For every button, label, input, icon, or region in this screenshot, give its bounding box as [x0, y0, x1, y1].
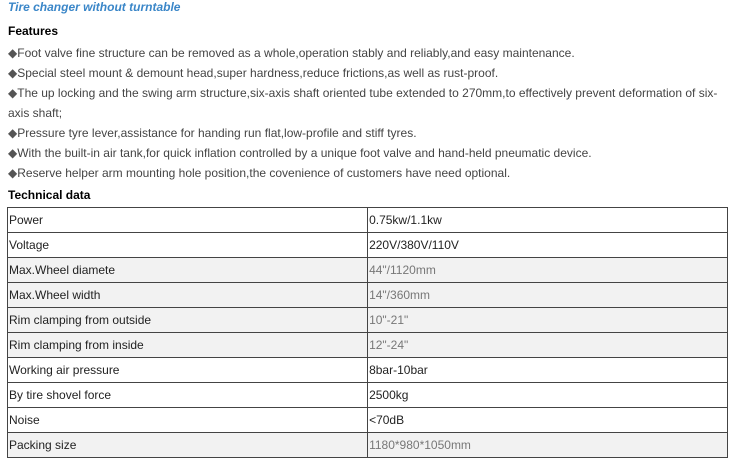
spec-label: Max.Wheel width — [8, 283, 368, 308]
diamond-bullet-icon: ◆ — [8, 126, 18, 140]
spec-label: By tire shovel force — [8, 383, 368, 408]
diamond-bullet-icon: ◆ — [8, 166, 18, 180]
technical-data-table — [7, 207, 728, 458]
feature-item — [8, 163, 728, 183]
feature-text: Foot valve fine structure can be removed as a whole,operation stably and reliably,and easy maintenance. — [17, 46, 575, 60]
spec-label: Voltage — [8, 233, 368, 258]
table-row — [8, 358, 728, 383]
table-row — [8, 233, 728, 258]
spec-value: 14"/360mm — [368, 283, 728, 308]
spec-value: 220V/380V/110V — [368, 233, 728, 258]
diamond-bullet-icon: ◆ — [8, 146, 18, 160]
table-row — [8, 208, 728, 233]
feature-item — [8, 123, 728, 143]
table-row — [8, 408, 728, 433]
spec-label: Working air pressure — [8, 358, 368, 383]
spec-value: 1180*980*1050mm — [368, 433, 728, 458]
feature-text: With the built-in air tank,for quick inflation controlled by a unique foot valve and hand-held pneumatic device. — [17, 146, 592, 160]
features-heading: Features — [8, 24, 59, 38]
table-row — [8, 333, 728, 358]
spec-label: Rim clamping from outside — [8, 308, 368, 333]
spec-value: 10"-21" — [368, 308, 728, 333]
spec-value: 0.75kw/1.1kw — [368, 208, 728, 233]
page-title: Tire changer without turntable — [8, 0, 181, 14]
feature-text: Special steel mount & demount head,super hardness,reduce frictions,as well as rust-proof. — [17, 66, 499, 80]
features-list — [8, 43, 728, 183]
spec-value: 8bar-10bar — [368, 358, 728, 383]
table-row — [8, 283, 728, 308]
feature-item — [8, 43, 728, 63]
diamond-bullet-icon: ◆ — [8, 46, 18, 60]
spec-label: Power — [8, 208, 368, 233]
spec-value: 2500kg — [368, 383, 728, 408]
feature-item — [8, 83, 728, 123]
spec-label: Packing size — [8, 433, 368, 458]
diamond-bullet-icon: ◆ — [8, 66, 18, 80]
spec-value: <70dB — [368, 408, 728, 433]
table-row — [8, 308, 728, 333]
feature-item — [8, 63, 728, 83]
spec-label: Rim clamping from inside — [8, 333, 368, 358]
feature-text: The up locking and the swing arm structure,six-axis shaft oriented tube extended to 270mm,to effectively prevent deformation of six-axis shaft; — [8, 86, 718, 120]
spec-label: Noise — [8, 408, 368, 433]
spec-value: 12"-24" — [368, 333, 728, 358]
spec-label: Max.Wheel diamete — [8, 258, 368, 283]
feature-text: Reserve helper arm mounting hole position,the covenience of customers have need optional. — [17, 166, 511, 180]
spec-value: 44"/1120mm — [368, 258, 728, 283]
diamond-bullet-icon: ◆ — [8, 86, 18, 100]
technical-data-heading: Technical data — [8, 188, 91, 202]
table-row — [8, 258, 728, 283]
table-row — [8, 433, 728, 458]
feature-text: Pressure tyre lever,assistance for handing run flat,low-profile and stiff tyres. — [17, 126, 417, 140]
feature-item — [8, 143, 728, 163]
table-row — [8, 383, 728, 408]
